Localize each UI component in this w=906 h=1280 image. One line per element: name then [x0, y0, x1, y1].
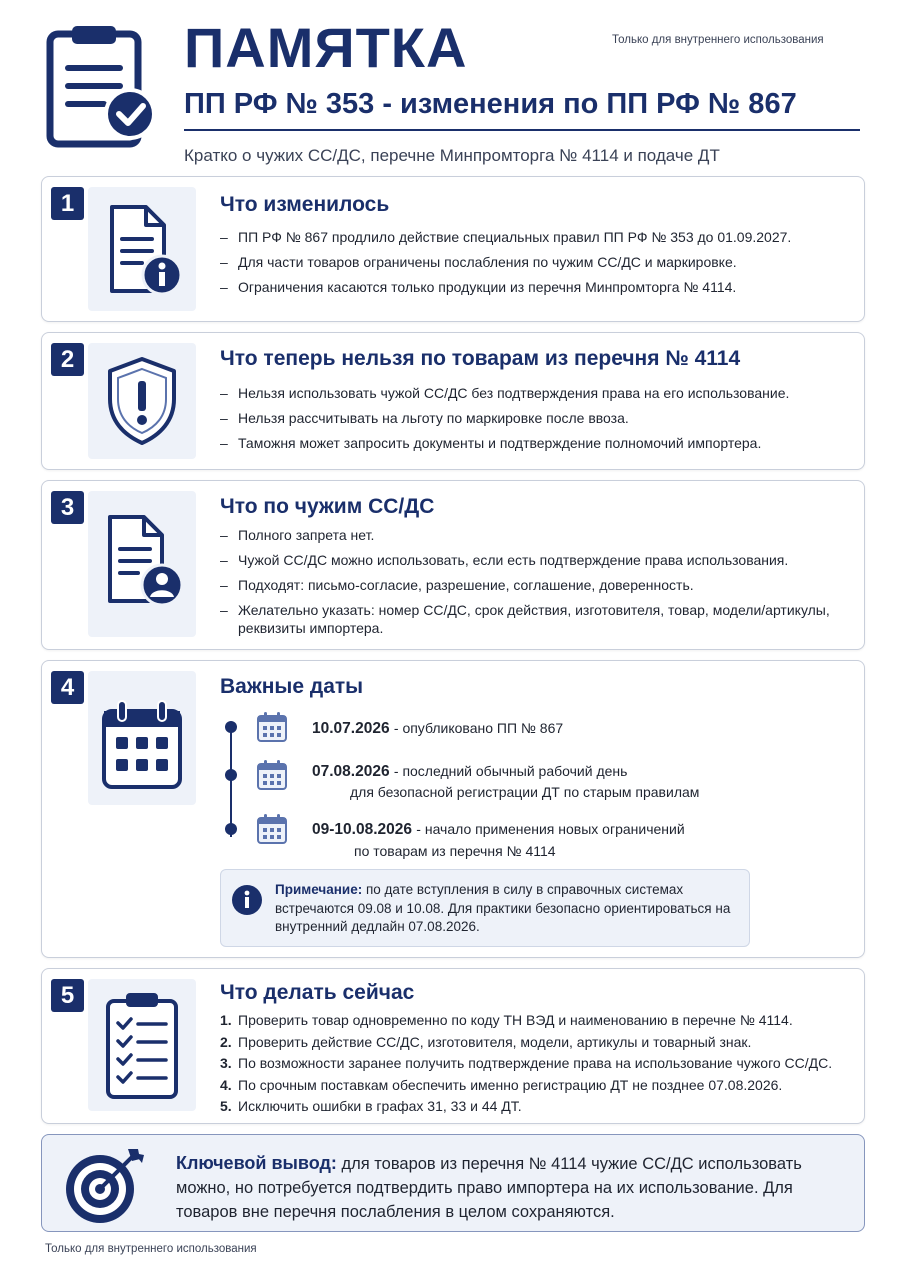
target-icon	[62, 1143, 146, 1227]
timeline-entry	[312, 718, 563, 739]
bullet-list	[220, 384, 789, 459]
section-title: Что изменилось	[220, 193, 390, 216]
internal-use-footer: Только для внутреннего использования	[45, 1243, 257, 1255]
section-number: 1	[51, 187, 84, 220]
key-conclusion-label: Ключевой вывод:	[176, 1153, 337, 1173]
section-card-4	[41, 660, 865, 958]
timeline-text-cont: по товарам из перечня № 4114	[354, 843, 556, 859]
key-conclusion-text	[176, 1151, 856, 1224]
timeline-dot	[225, 769, 237, 781]
document-info-icon	[106, 203, 184, 297]
step-text: По возможности заранее получить подтверждение права на использование чужого СС/ДС.	[238, 1055, 833, 1072]
header-divider	[184, 129, 860, 131]
page-title: ПАМЯТКА	[184, 16, 468, 79]
list-item: – Желательно указать: номер СС/ДС, срок действия, изготовителя, товар, модели/артикулы, реквизиты импортера.	[220, 601, 830, 637]
timeline-entry	[312, 819, 685, 840]
header	[0, 0, 906, 175]
calendar-small-icon	[256, 711, 288, 743]
list-item: – Нельзя рассчитывать на льготу по маркировке после ввоза.	[220, 409, 789, 427]
list-item	[220, 1097, 832, 1115]
list-item: – Таможня может запросить документы и подтверждение полномочий импортера.	[220, 434, 789, 452]
section-icon-box	[88, 343, 196, 459]
list-item	[220, 1076, 832, 1094]
list-item: – Для части товаров ограничены послабления по чужим СС/ДС и маркировке.	[220, 253, 791, 271]
step-number: 1.	[220, 1012, 232, 1028]
section-card-2	[41, 332, 865, 470]
calendar-small-icon	[256, 813, 288, 845]
list-item: – Чужой СС/ДС можно использовать, если есть подтверждение права использования.	[220, 551, 830, 569]
internal-use-label: Только для внутреннего использования	[612, 34, 824, 46]
step-text: Исключить ошибки в графах 31, 33 и 44 ДТ.	[238, 1098, 522, 1115]
note-label: Примечание:	[275, 882, 363, 897]
page-tagline: Кратко о чужих СС/ДС, перечне Минпромторга № 4114 и подаче ДТ	[184, 146, 720, 165]
step-text: Проверить действие СС/ДС, изготовителя, модели, артикулы и товарный знак.	[238, 1033, 752, 1050]
bullet-list	[220, 228, 791, 303]
document-user-icon	[104, 513, 184, 609]
section-icon-box	[88, 491, 196, 637]
bullet-list	[220, 526, 830, 644]
step-text: По срочным поставкам обеспечить именно регистрацию ДТ не позднее 07.08.2026.	[238, 1076, 783, 1093]
section-title: Что по чужим СС/ДС	[220, 495, 435, 518]
note-body: по дате вступления в силу в справочных системах встречаются 09.08 и 10.08. Для практики безопасно ориентироваться на внутренний дедлайн 07.08.2026.	[275, 882, 731, 934]
step-number: 2.	[220, 1033, 232, 1050]
list-item: – ПП РФ № 867 продлило действие специальных правил ПП РФ № 353 до 01.09.2027.	[220, 228, 791, 246]
timeline-text: - последний обычный рабочий день	[393, 763, 628, 779]
section-icon-box	[88, 187, 196, 311]
list-item	[220, 1054, 832, 1072]
timeline-text: - начало применения новых ограничений	[416, 821, 685, 837]
section-number: 4	[51, 671, 84, 704]
section-number: 2	[51, 343, 84, 376]
calendar-icon	[98, 697, 186, 793]
timeline-entry	[312, 761, 627, 782]
step-number: 3.	[220, 1055, 232, 1072]
timeline-dot	[225, 823, 237, 835]
step-number: 5.	[220, 1098, 232, 1115]
section-card-3	[41, 480, 865, 650]
key-conclusion-body: для товаров из перечня № 4114 чужие СС/ДС использовать можно, но потребуется подтвердить право импортера на их использование. Для товаров вне перечня послабления в целом сохраняются.	[176, 1155, 802, 1221]
list-item	[220, 1011, 832, 1029]
info-icon	[231, 884, 263, 916]
timeline-date: 07.08.2026	[312, 763, 390, 780]
section-title: Что теперь нельзя по товарам из перечня № 4114	[220, 347, 741, 370]
timeline-line	[230, 727, 232, 837]
section-number: 3	[51, 491, 84, 524]
timeline-dot	[225, 721, 237, 733]
checklist-icon	[102, 989, 182, 1101]
page-subtitle: ПП РФ № 353 - изменения по ПП РФ № 867	[184, 88, 797, 120]
section-icon-box	[88, 979, 196, 1111]
section-title: Важные даты	[220, 675, 364, 698]
list-item	[220, 1033, 832, 1051]
list-item: – Ограничения касаются только продукции из перечня Минпромторга № 4114.	[220, 278, 791, 296]
list-item: – Подходят: письмо-согласие, разрешение, соглашение, доверенность.	[220, 576, 830, 594]
list-item: – Нельзя использовать чужой СС/ДС без подтверждения права на его использование.	[220, 384, 789, 402]
timeline-date: 09-10.08.2026	[312, 821, 412, 838]
step-text: Проверить товар одновременно по коду ТН ВЭД и наименованию в перечне № 4114.	[238, 1012, 793, 1028]
section-icon-box	[88, 671, 196, 805]
shield-warning-icon	[104, 355, 180, 447]
section-card-5	[41, 968, 865, 1124]
timeline-text: - опубликовано ПП № 867	[393, 720, 564, 736]
steps-list	[220, 1011, 832, 1119]
section-number: 5	[51, 979, 84, 1012]
step-number: 4.	[220, 1076, 232, 1093]
calendar-small-icon	[256, 759, 288, 791]
note-box	[220, 869, 750, 947]
list-item: – Полного запрета нет.	[220, 526, 830, 544]
note-text	[275, 881, 743, 937]
clipboard-check-icon	[44, 22, 160, 150]
timeline-text-cont: для безопасной регистрации ДТ по старым правилам	[350, 784, 700, 800]
timeline-date: 10.07.2026	[312, 720, 390, 737]
section-card-1	[41, 176, 865, 322]
section-title: Что делать сейчас	[220, 981, 415, 1004]
key-conclusion-box	[41, 1134, 865, 1232]
